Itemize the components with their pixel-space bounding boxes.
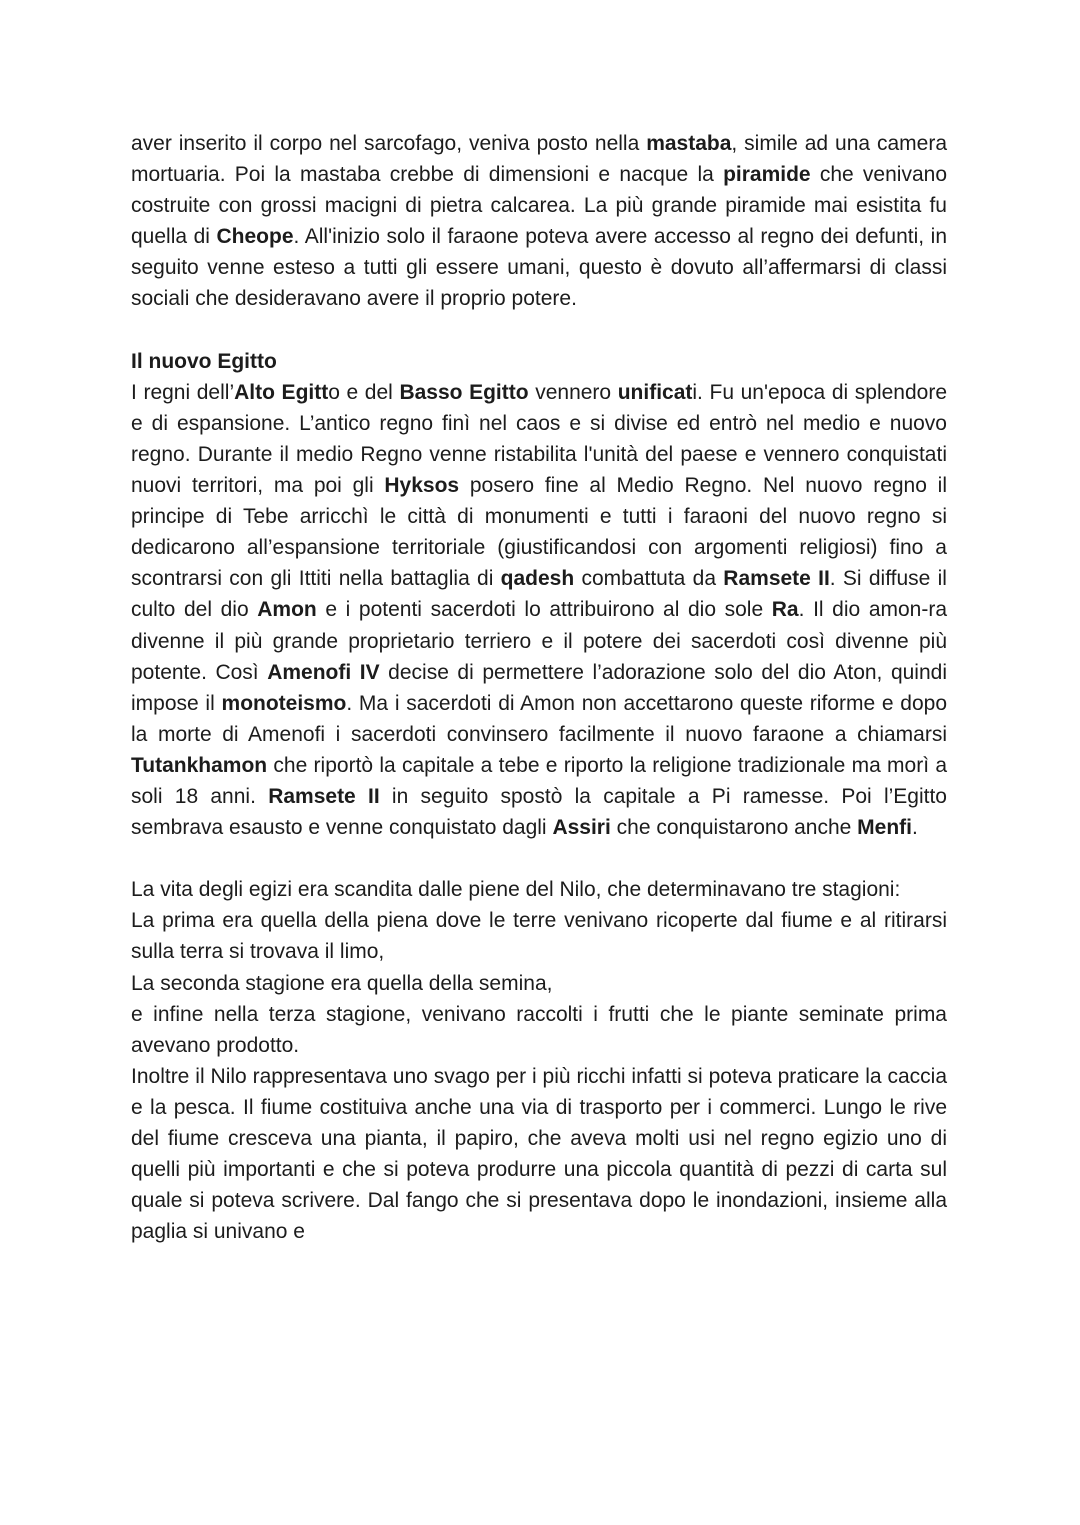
bold-term: mastaba [646,132,732,155]
text-run: che venivano costruite con grossi macigni di pietra calcarea. La più grande piramide mai esistita fu quella di [131,163,947,249]
paragraph-spacer [131,315,947,346]
paragraph-nile-uses: Inoltre il Nilo rappresentava uno svago per i più ricchi infatti si poteva praticare la caccia e la pesca. Il fiume costituiva anche una via di trasporto per i commerci. Lungo le rive del fiume cresceva una pianta, il papiro, che aveva molti usi nel regno egizio uno di quelli più importanti e che si poteva produrre una piccola quantità di pezzi di carta sul quale si poteva scrivere. Dal fango che si presentava dopo le inondazioni, insieme alla paglia si univano e [131,1064,947,1244]
paragraph-third-season: e infine nella terza stagione, venivano raccolti i frutti che le piante seminate prima avevano prodotto. [131,1002,947,1057]
paragraph-second-season: La seconda stagione era quella della semina, [131,971,553,995]
bold-term: Hyksos [384,474,460,498]
paragraph-burial [131,128,947,315]
text-run: posero fine al Medio Regno. Nel nuovo regno il principe di Tebe arricchì le città di monumenti e tutti i faraoni del nuovo regno si dedicarono all’espansione territoriale (giustificandosi con argomenti religiosi) fino a scontrarsi con gli Ittiti nella battaglia di [131,474,947,591]
bold-term: Cheope [216,225,294,249]
bold-term: Amenofi IV [267,660,380,684]
text-run: che riportò la capitale a tebe e riporto la religione tradizionale ma morì a soli 18 anni. [131,753,947,808]
text-run: i. Fu un'epoca di splendore e di espansione. L’antico regno finì nel caos e si divise ed entrò nel medio e nuovo regno. Durante il medio Regno venne ristabilita l'unità del paese e vennero conquistati nuovi territori, ma poi gli [131,380,948,498]
text-run: in seguito spostò la capitale a Pi ramesse. Poi l’Egitto sembrava esausto e venne conquistato dagli [131,784,947,840]
paragraph-new-egypt [131,377,947,843]
bold-term: monoteismo [221,691,347,715]
text-run: combattuta da [574,567,724,591]
text-run: e i potenti sacerdoti lo attribuirono al dio sole [316,598,772,622]
document-page [131,128,947,1247]
text-run: . Si diffuse il culto del dio [131,567,947,622]
bold-term: Alto Egitt [234,380,329,404]
text-run: decise di permettere l’adorazione solo del dio Aton, quindi impose il [131,660,947,715]
bold-term: Basso Egitto [399,380,529,404]
bold-term: qadesh [500,567,575,591]
bold-term: unificat [617,380,693,404]
text-run: . Ma i sacerdoti di Amon non accettarono queste riforme e dopo la morte di Amenofi i sacerdoti convinsero facilmente il nuovo faraone a chiamarsi [131,691,947,746]
text-run: aver inserito il corpo nel sarcofago, veniva posto nella [131,132,647,155]
bold-term: Ramsete II [723,567,830,591]
text-run: . All'inizio solo il faraone poteva avere accesso al regno dei defunti, in seguito venne esteso a tutti gli essere umani, questo è dovuto all’affermarsi di classi sociali che desideravano avere il proprio potere. [131,225,947,311]
text-run: , simile ad una camera mortuaria. Poi la mastaba crebbe di dimensioni e nacque la [131,132,947,187]
bold-term: piramide [723,163,811,187]
section-heading: Il nuovo Egitto [131,349,277,373]
paragraph-first-season: La prima era quella della piena dove le terre venivano ricoperte dal fiume e al ritirarsi sulla terra si trovava il limo, [131,909,947,964]
text-run: I regni dell’ [131,380,235,404]
paragraph-spacer [131,843,947,874]
bold-term: Ra [771,598,799,622]
text-run: . Il dio amon-ra divenne il più grande proprietario terriero e il potere dei sacerdoti così divenne più potente. Così [131,598,948,684]
text-run: vennero [528,380,618,404]
bold-term: Amon [257,598,317,622]
bold-term: Tutankhamon [131,753,268,777]
bold-term: Assiri [552,816,611,840]
paragraph-nile-seasons: La vita degli egizi era scandita dalle piene del Nilo, che determinavano tre stagioni: [131,878,901,902]
text-run: . [911,816,918,840]
bold-term: Ramsete II [268,784,380,808]
text-run: o e del [328,380,400,404]
text-run: che conquistarono anche [610,816,858,840]
bold-term: Menfi [857,816,912,840]
